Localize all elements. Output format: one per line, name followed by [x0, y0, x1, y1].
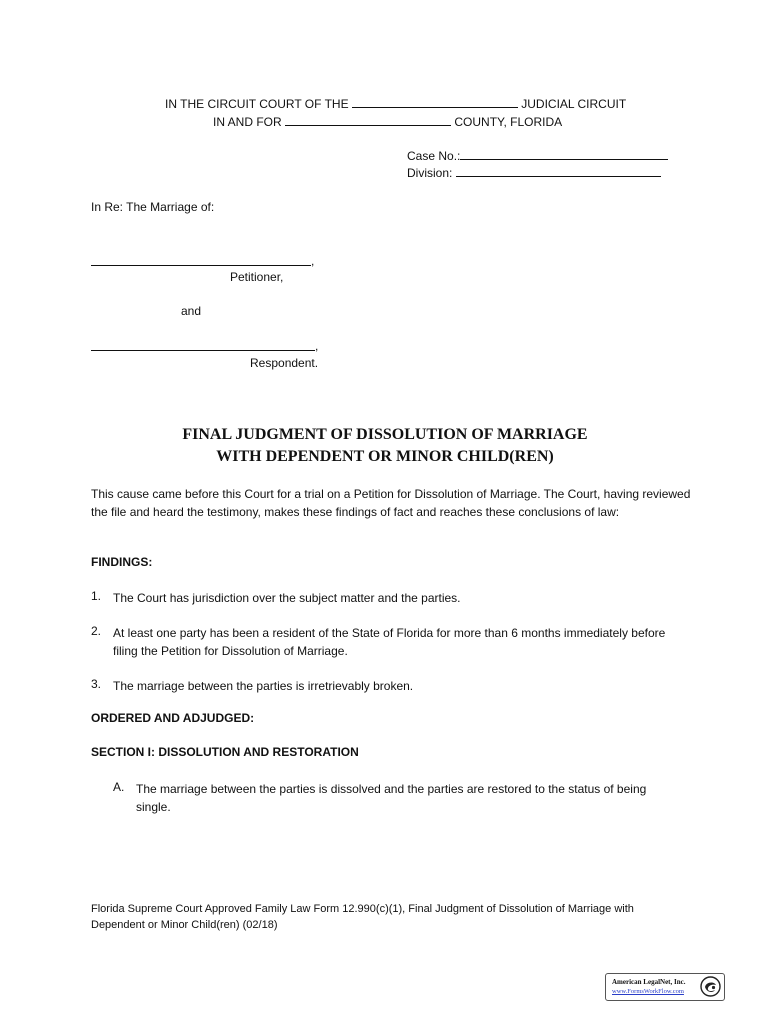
judicial-circuit-blank[interactable] [352, 96, 518, 108]
document-title-line1: FINAL JUDGMENT OF DISSOLUTION OF MARRIAGE [182, 426, 588, 443]
case-number-blank[interactable] [460, 148, 668, 160]
ordered-heading: ORDERED AND ADJUDGED: [91, 711, 255, 725]
form-footer [91, 901, 691, 933]
finding-1-text: The Court has jurisdiction over the subject matter and the parties. [113, 591, 461, 605]
division-line [407, 165, 661, 180]
publisher-url[interactable]: www.FormsWorkFlow.com [612, 988, 684, 995]
county-blank[interactable] [285, 114, 451, 126]
finding-1-number: 1. [91, 589, 102, 603]
section1-heading: SECTION I: DISSOLUTION AND RESTORATION [91, 745, 359, 759]
publisher-logo-icon [700, 976, 721, 997]
court-header-prefix: IN THE CIRCUIT COURT OF THE [165, 97, 349, 111]
respondent-name-blank[interactable] [91, 339, 315, 351]
court-header-line1 [165, 96, 626, 111]
in-re-label: In Re: The Marriage of: [91, 200, 215, 214]
publisher-name: American LegalNet, Inc. [612, 978, 686, 986]
court-header-suffix: JUDICIAL CIRCUIT [521, 97, 627, 111]
item-a-label: A. [113, 780, 125, 794]
finding-2-number: 2. [91, 624, 102, 638]
petitioner-comma: , [311, 254, 315, 268]
case-number-line [407, 148, 668, 163]
item-a-text: The marriage between the parties is dissolved and the parties are restored to the status of being single. [136, 782, 647, 814]
county-prefix: IN AND FOR [213, 115, 282, 129]
intro-paragraph: This cause came before this Court for a trial on a Petition for Dissolution of Marriage. The Court, having reviewed the file and heard the testimony, makes these findings of fact and reaches these conclusions of law: [91, 487, 691, 519]
document-title-line2: WITH DEPENDENT OR MINOR CHILD(REN) [216, 448, 554, 465]
division-blank[interactable] [456, 165, 661, 177]
respondent-label: Respondent. [250, 356, 319, 370]
finding-3-text: The marriage between the parties is irretrievably broken. [113, 679, 414, 693]
finding-3-number: 3. [91, 677, 102, 691]
finding-2-text: At least one party has been a resident of the State of Florida for more than 6 months immediately before filing the Petition for Dissolution of Marriage. [113, 626, 666, 658]
petitioner-name-blank[interactable] [91, 254, 311, 266]
findings-heading: FINDINGS: [91, 555, 153, 569]
court-header-line2 [213, 114, 562, 129]
publisher-badge[interactable] [605, 973, 725, 1001]
and-label: and [181, 304, 202, 318]
county-suffix: COUNTY, FLORIDA [454, 115, 563, 129]
respondent-comma: , [315, 339, 319, 353]
footer-line1: Florida Supreme Court Approved Family Law Form 12.990(c)(1), Final Judgment of Dissolution of Marriage with [91, 903, 634, 915]
footer-line2: Dependent or Minor Child(ren) (02/18) [91, 919, 278, 931]
petitioner-label: Petitioner, [230, 270, 284, 284]
case-number-label: Case No.: [407, 149, 461, 163]
division-label: Division: [407, 166, 453, 180]
